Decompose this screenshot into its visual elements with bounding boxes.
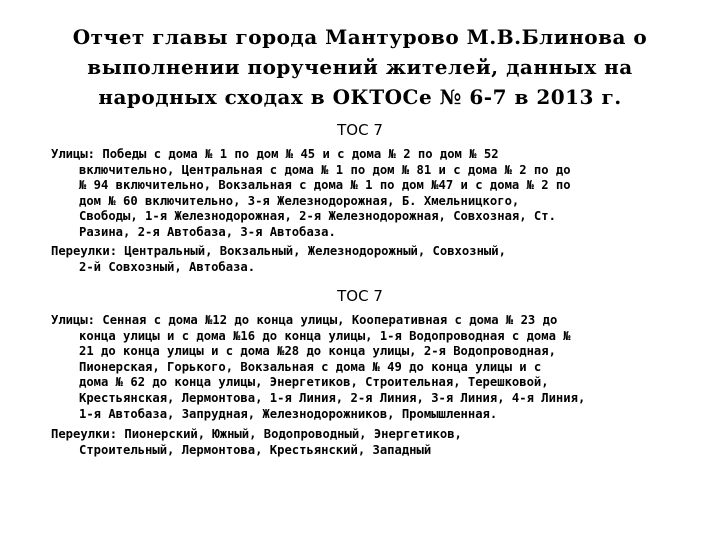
text-line: включительно, Центральная с дома № 1 по дом № 81 и с дома № 2 по до <box>79 162 571 177</box>
text-line: Переулки: Центральный, Вокзальный, Железнодорожный, Совхозный, <box>51 244 506 258</box>
text-line: Свободы, 1-я Железнодорожная, 2-я Железнодорожная, Совхозная, Ст. <box>79 209 556 224</box>
text-line: Крестьянская, Лермонтова, 1-я Линия, 2-я Линия, 3-я Линия, 4-я Линия, <box>79 390 586 405</box>
title-line: Отчет главы города Мантурово М.В.Блинова о <box>72 25 648 49</box>
section-heading-2: ТОС 7 <box>337 287 383 305</box>
text-line: Пионерская, Горького, Вокзальная с дома № 49 до конца улицы и с <box>79 359 542 374</box>
text-line: Строительный, Лермонтова, Крестьянский, Западный <box>79 442 432 457</box>
text-line: Улицы: Победы с дома № 1 по дом № 45 и с дома № 2 по дом № 52 <box>51 147 499 161</box>
text-line: дома № 62 до конца улицы, Энергетиков, Строительная, Терешковой, <box>79 375 549 390</box>
text-line: конца улицы и с дома №16 до конца улицы, 1-я Водопроводная с дома № <box>79 328 571 343</box>
text-line: Разина, 2-я Автобаза, 3-я Автобаза. <box>79 224 336 239</box>
lanes-paragraph-2 <box>51 427 720 458</box>
text-line: Улицы: Сенная с дома №12 до конца улицы, Кооперативная с дома № 23 до <box>51 313 558 327</box>
text-line: дом № 60 включительно, 3-я Железнодорожная, Б. Хмельницкого, <box>79 193 520 208</box>
streets-paragraph-2 <box>51 313 720 422</box>
title-line: выполнении поручений жителей, данных на <box>87 55 633 79</box>
lanes-paragraph-1 <box>51 244 720 275</box>
text-line: № 94 включительно, Вокзальная с дома № 1 по дом №47 и с дома № 2 по <box>79 178 571 193</box>
text-line: 1-я Автобаза, Запрудная, Железнодорожников, Промышленная. <box>79 406 498 421</box>
title-line: народных сходах в ОКТОСе № 6-7 в 2013 г. <box>98 85 622 109</box>
page-title <box>0 22 720 112</box>
text-line: Переулки: Пионерский, Южный, Водопроводный, Энергетиков, <box>51 427 462 441</box>
text-line: 21 до конца улицы и с дома №28 до конца улицы, 2-я Водопроводная, <box>79 344 556 359</box>
streets-paragraph-1 <box>51 147 720 241</box>
section-heading-1: ТОС 7 <box>337 121 383 139</box>
text-line: 2-й Совхозный, Автобаза. <box>79 259 256 274</box>
